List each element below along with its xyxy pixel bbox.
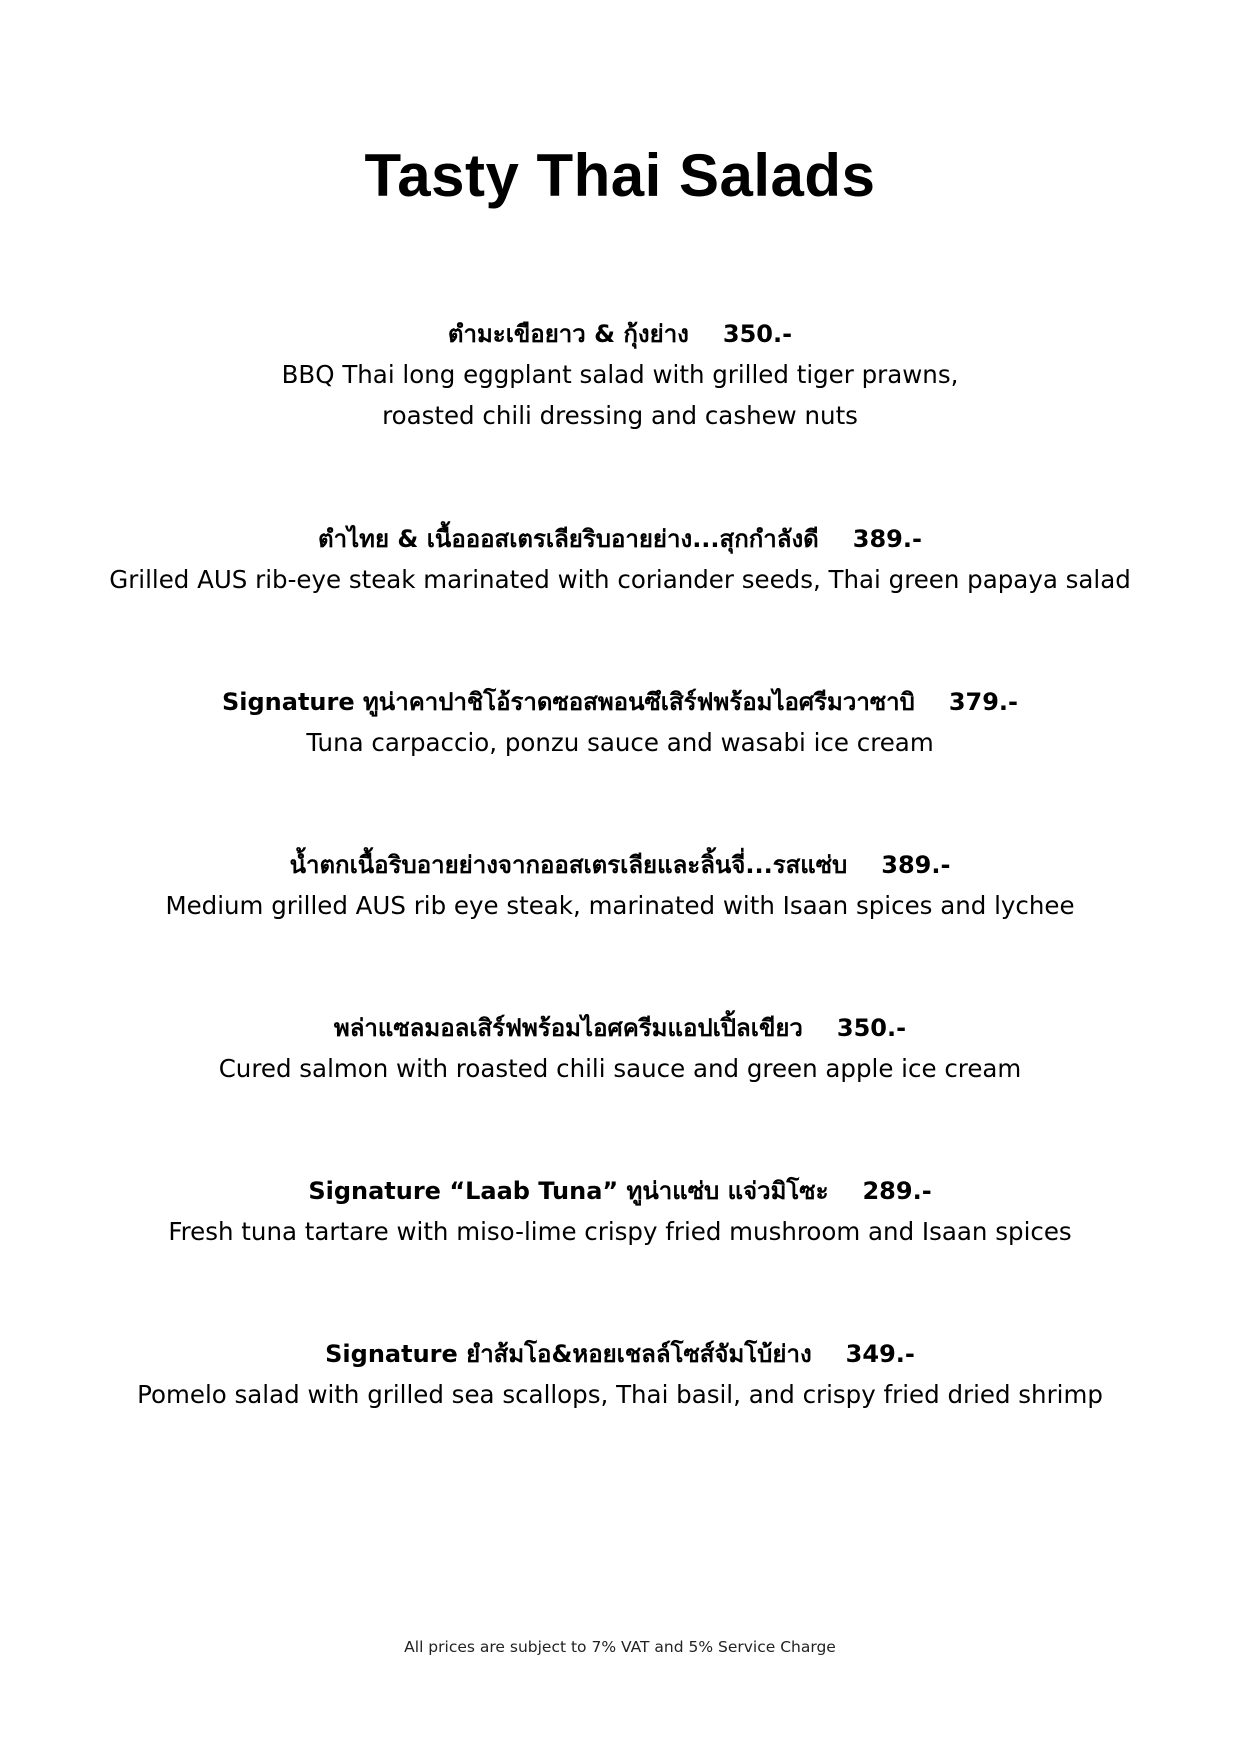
menu-item-price: 289.- xyxy=(862,1177,932,1205)
menu-item-price: 349.- xyxy=(845,1340,915,1368)
menu-item-description: Cured salmon with roasted chili sauce and green apple ice cream xyxy=(218,1054,1022,1083)
menu-item-description: Grilled AUS rib-eye steak marinated with coriander seeds, Thai green papaya salad xyxy=(109,565,1131,594)
menu-item xyxy=(60,314,1180,436)
menu-item-heading xyxy=(60,314,1180,354)
menu-item xyxy=(60,1008,1180,1089)
menu-item-description: Medium grilled AUS rib eye steak, marinated with Isaan spices and lychee xyxy=(165,891,1075,920)
menu-item-name: Signature “Laab Tuna” ทูน่าแซ่บ แจ่วมิโซะ xyxy=(308,1177,829,1205)
menu-item-heading xyxy=(60,845,1180,885)
menu-item-heading xyxy=(60,1008,1180,1048)
menu-item-description: Fresh tuna tartare with miso-lime crispy fried mushroom and Isaan spices xyxy=(168,1217,1072,1246)
menu-item-heading xyxy=(60,1171,1180,1211)
menu-item xyxy=(60,1334,1180,1415)
menu-item-description: Pomelo salad with grilled sea scallops, Thai basil, and crispy fried dried shrimp xyxy=(137,1380,1103,1409)
menu-item-heading xyxy=(60,519,1180,559)
menu-item-name: พล่าแซลมอลเสิร์ฟพร้อมไอศครีมแอปเปิ้ลเขียว xyxy=(333,1014,803,1042)
menu-item-price: 350.- xyxy=(836,1014,907,1042)
menu-item xyxy=(60,519,1180,600)
menu-title: Tasty Thai Salads xyxy=(364,142,876,209)
menu-item-price: 389.- xyxy=(881,851,951,879)
menu-item-name: น้ำตกเนื้อริบอายย่างจากออสเตรเลียและลิ้นจี่...รสแซ่บ xyxy=(289,851,848,879)
menu-item-description: BBQ Thai long eggplant salad with grilled tiger prawns, xyxy=(281,360,959,389)
menu-item-name: ตำไทย & เนื้อออสเตรเลียริบอายย่าง...สุกกำลังดี xyxy=(318,525,819,553)
menu-item-description: roasted chili dressing and cashew nuts xyxy=(382,401,858,430)
menu-item xyxy=(60,682,1180,763)
menu-item-description: Tuna carpaccio, ponzu sauce and wasabi ice cream xyxy=(306,728,934,757)
menu-item-price: 389.- xyxy=(852,525,922,553)
menu-item-price: 379.- xyxy=(948,688,1019,716)
menu-item-name: Signature ทูน่าคาปาชิโอ้ราดซอสพอนซึเสิร์ฟพร้อมไอศรีมวาซาบิ xyxy=(221,688,915,716)
menu-item xyxy=(60,1171,1180,1252)
menu-item-name: Signature ยำส้มโอ&หอยเชลล์โซส์จัมโบ้ย่าง xyxy=(325,1340,812,1368)
menu-item-heading xyxy=(60,682,1180,722)
menu-item xyxy=(60,845,1180,926)
footer-note: All prices are subject to 7% VAT and 5% Service Charge xyxy=(404,1638,836,1656)
menu-item-heading xyxy=(60,1334,1180,1374)
menu-item-name: ตำมะเขือยาว & กุ้งย่าง xyxy=(447,320,689,348)
menu-item-price: 350.- xyxy=(722,320,793,348)
